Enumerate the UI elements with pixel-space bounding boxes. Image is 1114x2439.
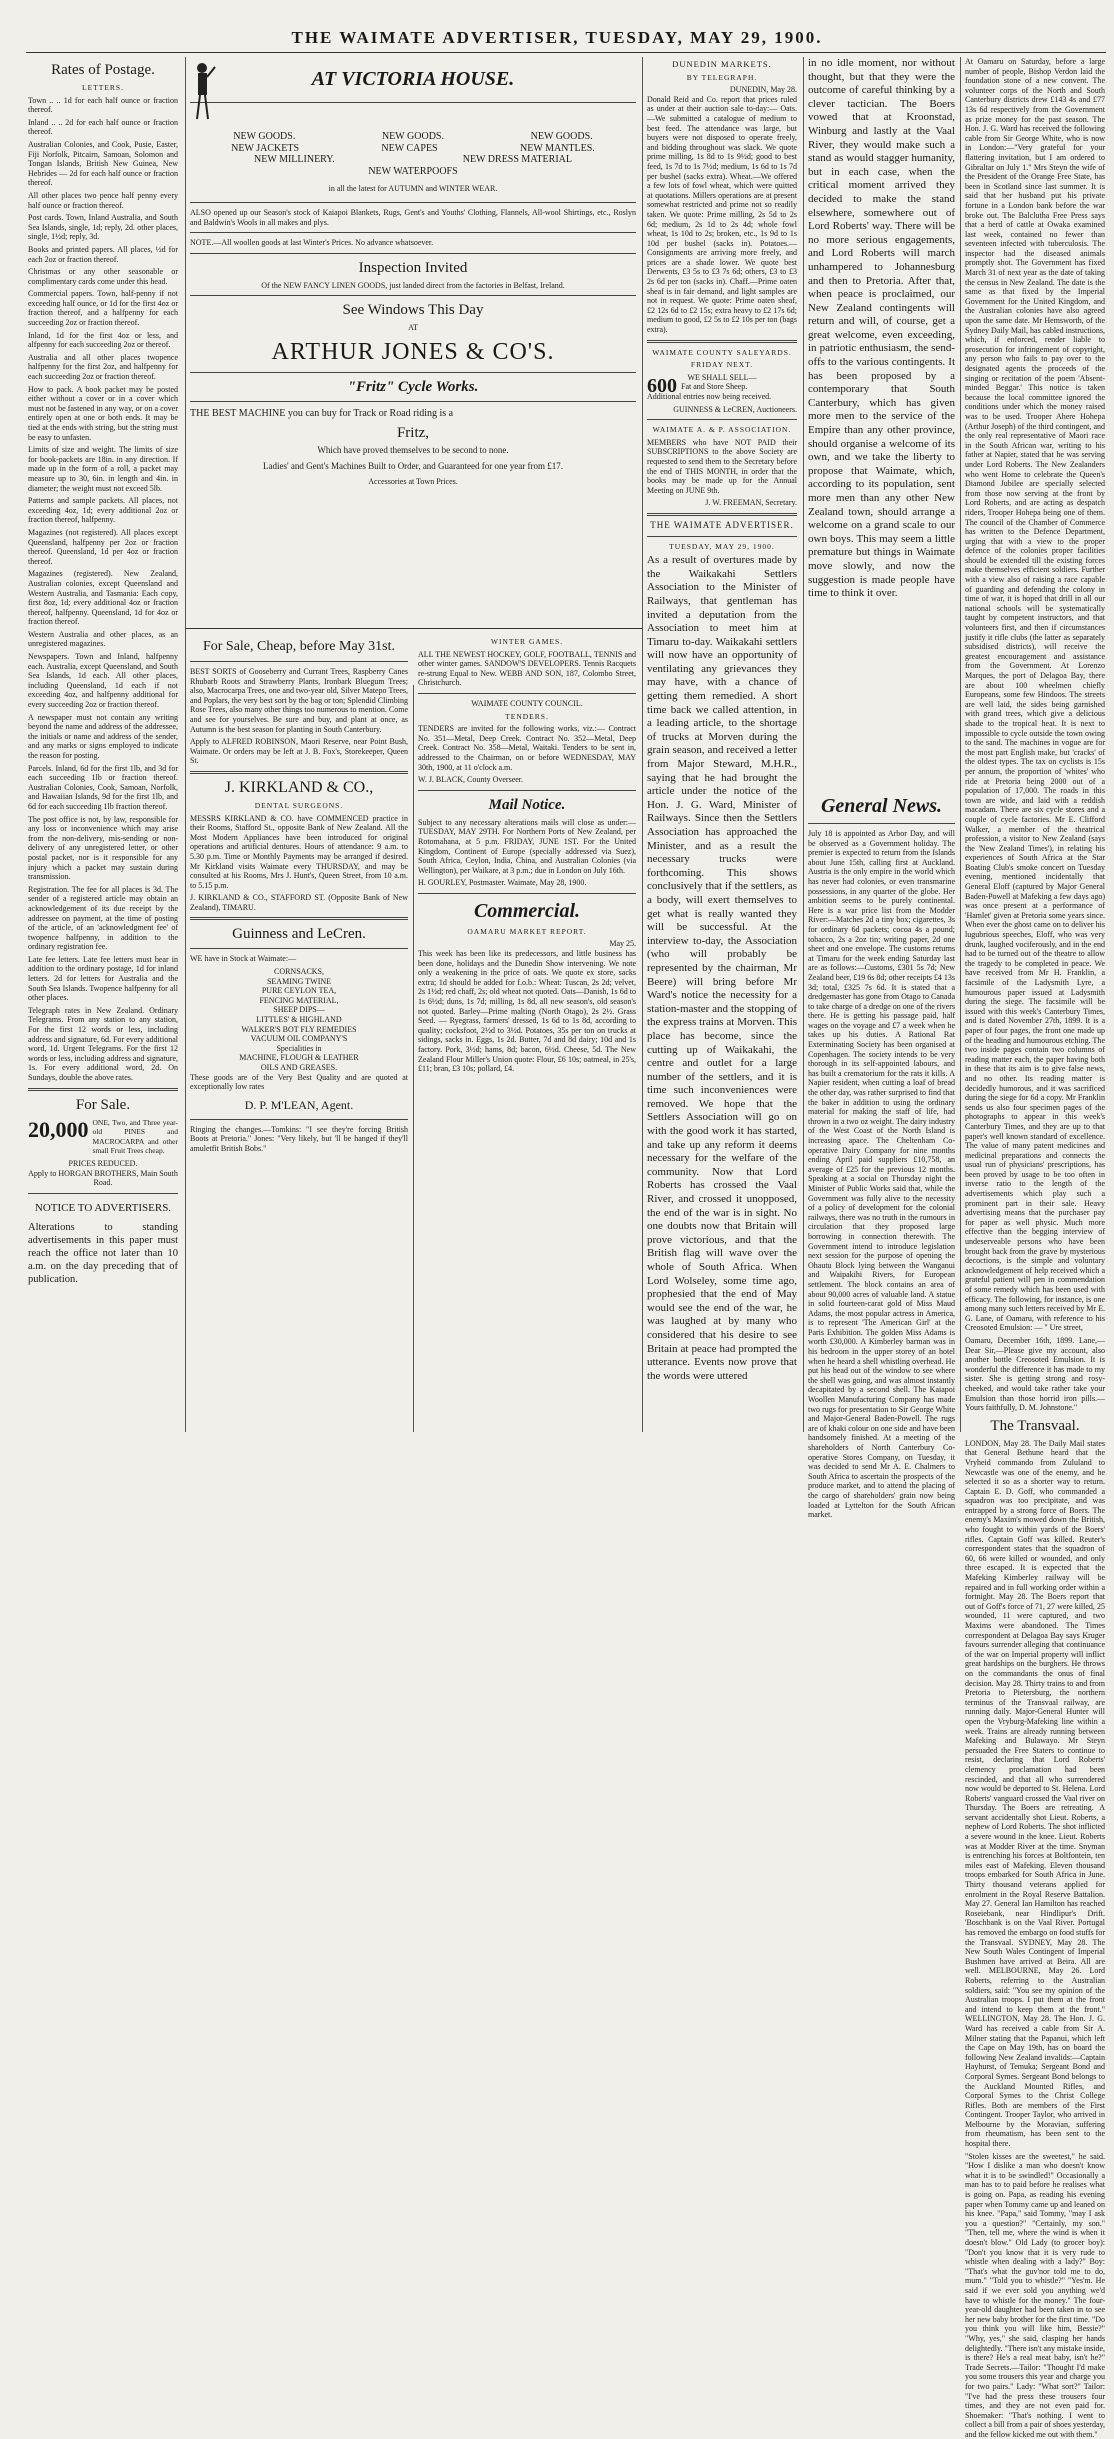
editorial-continued: in no idle moment, nor without thought, but that they were the outcome of careful thinking by a clever tactician. The Boers vowed that at Kroonstad, Winburg and lastly at the Vaal River, they would make such a stand as would stagger humanity, but in each case, when the critical moment arrived they decided to make the stand elsewhere, somewhere out of Lord Roberts' way. There will be no more serious engagements, and Lord Roberts will march unhampered to Johannesburg and then to Pretoria. After that, when peace is proclaimed, our New Zealand contingents will return and will, of course, get a great welcome, even exceeding, in patriotic enthusiasm, the send-offs to the various contingents. It has been proposed by a contemporary that South Canterbury, which has given more men to the service of the Empire than any other province, should organise a welcome of its own, and we take the liberty to propose that Waimate, which, according to its population, sent more men than any other New Zealand town, should arrange a welcome on a grand scale to our own boys. This may seem a little premature but things in Waimate move slowly, and now the suggestion is made people have time to think it over. [808,57,955,600]
divider [28,1193,178,1194]
mail-text: Subject to any necessary alterations mails will close as under:— TUESDAY, MAY 29TH. For Northern Ports of New Zealand, per Rotomahana, at 5 p.m. FRIDAY, JUNE 1ST. For the United Kingdom, Continent of Europe (specially addressed via Suez), South Africa, Ceylon, India, China, and Australian Colonies (via Wellington), per Waikare, at 3 p.m.; due in London on July 16th. [418,817,636,875]
postage-paragraph: How to pack. A book packet may be posted either without a cover or in a cover which must not be fastened in any way, or on a cover entirely open at one or both ends. It may be tied at the ends with string, but the string must be easy to unfasten. [28,384,178,442]
winter-title: WINTER GAMES. [490,637,564,646]
guinness-item: LITTLES' & HIGHLAND [256,1015,342,1025]
news-text: At Oamaru on Saturday, before a large number of people, Bishop Verdon laid the foundation stone of a new convent. The volunteer corps of the North and South Canterbury districts drew £143 4s and £77 13s 6d respectively from the Government as prize money for the past season. The Hon. J. G. Ward has received the following cable from Sir George White, who is now in London:—"Very grateful for your flattering invitation, but I am ordered to Gibraltar on July 1." Mrs Steyn the wife of the President of the Orange Free State, has been in Scotland since last summer. It is said that her husband put his private fortune in a London bank before the war broke out. The Balclutha Free Press says that a herd of cattle at Owaka examined last week, contained no fewer than seventeen infected with tuberculosis. The inspector had the diseased animals promptly shot. The Government has fixed March 31 of next year as the date of taking the census in New Zealand. The date is the same as that fixed by the Imperial Government for the United Kingdom, and the Australian colonies have also agreed upon the same date. Mr Hemsworth, of the Sydney Daily Mail, has cabled instructions, which, if enforced, render liable to prosecution for infringement of copyright, any person who fails to pay over to the designated agents the proceeds of the singing or recitation of the poem 'Absent-minded Beggar.' This notice is taken because the local committee ignored the conditions under which the money raised was to be used. Trooper Ahere Hohepa (Arthur Joseph) of the third contingent, and the only real representative of Maori race in the South African war, writing to his father at Napier, stated that he was serving under Lord Roberts. The New Zealanders who went Home to celebrate the Queen's Diamond Jubilee are specially selected from those now serving at the front by Lord Roberts, and are acting as despatch riders, Trooper Hohepa being one of them. The council of the Chamber of Commerce has written to the Defence Department, urging that with a view to the proper defence of the colonies proper facilities should be extended till the existing forces make themselves efficient soldiers. Further with a view also of raising a race capable of guarding and defending the colony in time of war, it is hoped that drill in all our national schools will be systematically taught by competent instructors, and that volunteers first, and then if circumstances justify it rifle clubs (the latter as separately subsidised districts), will receive the greatest encouragement and assistance from the Government. At Lorenzo Marques, the port of Delagoa Bay, there are about 100 wheelmen chiefly Europeans, some few Hindoos. The streets are well laid, the sides being garnished with grand trees, which give a delicious shade to the tropical heat. It is next to impossible to cycle outside the town owing to the sand. The machines in vogue are for the most part English make, but 'cracks' of the oldest types. The tax on cyclists is 15s per annum, the proportion of 'whites' who ride at Pretoria being 2000 out of a population of 17,000. The roads in this town are wide, and laid with a reddish macadam. There are six cycle stores and a couple of cycle factories. Mr E. Clifford Walker, a member of the theatrical profession, a visitor to New Zealand (says the 'New Zealand Times'), in relating his experiences of South Africa at the Star Boating Club's smoke concert on Tuesday evening, mentioned incidentally that General Eloff (captured by Major General Baden-Powell at Mafeking a few days ago) was once present at a performance of 'Hamlet' given at Pretoria some years since. When ever the ghost came on to deliver his lugubrious speeches, Eloff, who was very drunk, laughed vociferously, and in the end had to be turned out of the theatre to allow the tragedy to be completed in peace. We have received from Mr H. Franklin, a facsimile of the Ladysmith Lyre, a humourous paper issued at Ladysmith during the siege. The facsimile will be issued with this week's Canterbury Times, and is dated November 27th, 1899. It is a paper of four pages, the front one made up of the heading and humourous etching. The two inside pages contain two columns of reading matter each, the paper having both in these that its aim is to give false news, and no other. Its reading matter is decidedly humorous, and it was sacrificed during the siege for 6d a copy. Mr Franklin sends us also four specimen pages of the photographs to appear in this week's Canterbury Times, and they are up to that paper's well known standard of excellence. The value of many patent medicines and medicinal preparations and connects the usual run of physicians' prescriptions, has been proved by usage to be too often in inverse ratio to the length of the advertisements which play such a prominent part in their sale. Heavy advertising means that the purchaser pay for paper as well physic. Much more effective than the begging interview of undeserveable persons who have been brought back from the grave by mysterious decoctions, is the simple and voluntary acknowledgement of help received which a grateful patient will pen in commendation of some remedy which has been used with efficacy. The following, for instance, is one among many such letters received by Mr E. G. Lane, of Oamaru, with reference to his Creosoted Emulsion: — " Ure street, [965,57,1105,1333]
ad-line: NEW CAPES [381,142,438,154]
tenders-sig: W. J. BLACK, County Overseer. [418,775,524,785]
ad-line: NEW DRESS MATERIAL [462,154,572,166]
postage-paragraph: Books and printed papers. All places, ½d for each 2oz or fraction thereof. [28,244,178,264]
saleyards-sheep: Fat and Store Sheep. [681,382,748,392]
for-sale-title: For Sale. [75,1096,131,1113]
notice-text: Alterations to standing advertisements in this paper must reach the office not later than 10 a.m. on the day preceding that of publication. [28,1221,178,1285]
transvaal-text: LONDON, May 28. The Daily Mail states that General Bethune heard that the Vryheid commando from Zululand to Newcastle was one of the enemy, and he selected it so as a shorter way to return. Captain E. D. Goff, who commanded a squadron was too precipitate, and was entrapped by a strong force of Boers. The enemy's Maxim's mowed down the British, who fought to within yards of the Boers' rifles. Captain Goff was killed. Reuter's correspondent states that the squadron of 60, 66 were killed or wounded, and only three escaped. It is expected that the Mafeking Kimberley railway will be repaired and in full working order within a fortnight. May 28. The Boers report that out of Goff's force of 71, 27 were killed, 25 wounded, 11 were captured, and two Maxims were abandoned. The Times correspondent at Delagoa Bay says Kruger favours surrender alleging that continuance of the war on Imperial property will inflict great hardships on the burghers. He throws on the commandants the onus of final decision. May 28. Thirty trains to and from Pretoria to Pietersburg, the northern terminus of the Transvaal railway, are running daily. Major-General Hunter will open the Vryburg-Mafeking line within a week. Trains are already running between Mafeking and Bulawayo. Mr Steyn persuaded the Free Staters to continue to resist, declaring that Lord Roberts' clemency proclamation had been rescinded, and that all who surrendered now would be deported to St. Helena. Lord Roberts' vanguard crossed the Vaal river on Thursday. The Boers are retreating. A servant accidentally shot Lieut. Roberts, a nephew of Lord Roberts. The shot inflicted a severe wound in the knee. Lieut. Roberts was at Modder River at the time. Snyman is entrenching his forces at Boltfontein, ten miles east of Mafeking. Eleven thousand troops embarked for South Africa in June. Thirty thousand veterans applied for enrolment in the Royal Reserve Battalion. May 27. General Ian Hamilton has reached Roseiebank, near Hindlipur's Drift. 'Boschbank is on the Vaal River. Portugal has removed the embargo on food stuffs for the Transvaal. SYDNEY, May 28. The New South Wales Contingent of Imperial Bushmen have arrived at Beira. All are well. MELBOURNE, May 26. Lord Roberts, referring to the Australian soldiers, said: "You see my opinion of the Australian troops. I put them at the front and intend to keep them at the front." WELLINGTON, May 28. The Hon. J. G. Ward has received a cable from Sir A. Milner stating that the Papanui, which left the Cape on May 19th, has on board the following New Zealand invalids:—Captain Hayhurst, of Temuka; Sergeant Bond and Corporal Symes. Sergeant Bond belongs to the Auckland Mounted Rifles, and Corporal Symes to the Christ College Rifles. Both are members of the First Contingent. Trooper Taylor, who arrived in Melbourne by the Moravian, suffering from rheumatism, has been sent to the hospital there. [965,1438,1105,2149]
divider [418,693,636,694]
saleyards-day: FRIDAY NEXT. [690,360,754,370]
dunedin-date: DUNEDIN, May 28. [729,85,797,95]
dunedin-column [647,57,797,1432]
postage-paragraph: Inland .. .. 2d for each half ounce or fraction thereof. [28,117,178,137]
divider [190,372,636,373]
divider [418,790,636,791]
transvaal-title: The Transvaal. [990,1417,1080,1434]
guinness-item: Specialities in [276,1043,322,1053]
kirkland-sub: DENTAL SURGEONS. [254,800,344,810]
divider [190,232,636,233]
kirkland-address: J. KIRKLAND & CO., STAFFORD ST. (Opposite Bank of New Zealand), TIMARU. [190,893,408,912]
commercial-text: This week has been like its predecessors, and little business has been done, holidays and the Dunedin Show intervening. We note only a weakening in the price of oats. We quote ex store, sacks extra; 1d should be added for f.o.b.: Wheat: Tuscan, 2s 2d; velvet, 2s 1½d; red chaff, 2s; old wheat not quoted. Oats—Danish, 1s 6d to 1s 6½d; duns, 1s 7d; milling, 1s 8d, all new season's, old season's not quoted. Barley—Prime malting (North Otago), 2s 2½. Grass Seed. — Ryegrass, farmers' dressed, 1s 6d to 1s 8d, according to quality; cocksfoot, 2½d to 3½d. Potatoes, 35s per ton on trucks at sidings, sacks in. Eggs, 1s 2d. Butter, 7d and 8d dairy; 10d and 1s factory. Pork, 3½d; hams, 8d; bacon, 6½d. Cheese, 5d. The New Zealand Flour Miller's Union quote: Flour, £6 10s; oatmeal, in 25's, £11; bran, £3 10s; pollard, £4. [418,949,636,1074]
commercial-date: May 25. [609,939,636,949]
guinness-item: OILS AND GREASES. [260,1063,338,1072]
assoc-title: WAIMATE A. & P. ASSOCIATION. [652,425,792,435]
at-line: AT [408,323,418,333]
assoc-sig: J. W. FREEMAN, Secretary. [705,498,797,508]
sale-cheap-apply: Apply to ALFRED ROBINSON, Maori Reserve, near Point Bush, Waimate. Or orders may be left at J. B. Fox's, Storekeeper, Queen St. [190,737,408,766]
dunedin-title: DUNEDIN MARKETS. [672,59,772,69]
divider [190,917,408,920]
ad-line: NEW GOODS. [530,131,593,142]
bottom-joke: Ringing the changes.—Tomkins: "I see they're forcing British Boots at Pretoria." Jones: "Very likely, but 'll be hanged if they'll amuletfit British Bobs." [190,1124,408,1153]
guinness-note: These goods are of the Very Best Quality and are quoted at exceptionally low rates [190,1072,408,1092]
divider [190,401,636,402]
fritz-accessories: Accessories at Town Prices. [368,477,458,487]
tenders-heading: TENDERS. [505,711,549,721]
divider [190,1119,408,1120]
new-goods-row [190,132,636,142]
for-sale-number: 20,000 [28,1116,89,1142]
postage-paragraph: Town .. .. 1d for each half ounce or fraction thereof. [28,95,178,115]
postage-paragraph: Limits of size and weight. The limits of size for book-packets are 18in. in any direction. If made up in the form of a roll, a packet may measure up to 30, 6in. in length and 4in. in diameter; the weight must not exceed 5lb. [28,445,178,493]
postage-paragraph: Magazines (not registered). All places except Queensland, halfpenny per 2oz or fraction thereof. Queensland, 1d per 4oz or fraction thereof. [28,527,178,566]
guinness-item: WALKER'S BOT FLY REMEDIES [241,1024,357,1034]
column-rule [642,57,643,1432]
fritz-title: "Fritz" Cycle Works. [347,378,479,395]
column-rule [803,57,804,1432]
general-news-column [808,790,955,1520]
guinness-agent: D. P. M'LEAN, Agent. [244,1097,354,1112]
guinness-item: PURE CEYLON TEA, [261,986,337,996]
masthead: THE WAIMATE ADVERTISER, TUESDAY, MAY 29, 1900. [291,28,823,47]
divider [808,823,955,824]
victoria-header [190,61,636,97]
victoria-title: AT VICTORIA HOUSE. [311,68,515,90]
council-title: WAIMATE COUNTY COUNCIL. [471,698,583,708]
postage-paragraph: Late fee letters. Late fee letters must bear in addition to the ordinary postage, 1d for inland letters. 2d for letters for Australia and the South Sea Islands. Twopence halfpenny for all other places. [28,954,178,1003]
postage-paragraph: All other places two pence half penny every half ounce or fraction thereof. [28,190,178,210]
transvaal-letter: Oamaru, December 16th, 1899. Lane,—Dear Sir,—Please give my account, also another bottle Creosoted Emulsion. It is wonderful the difference it has made to my sister. She is getting strong and rosy-cheeked, and would take rather take your Emulsion than those horrid iron pills.—Yours faithfully, D. M. Johnstone." [965,1335,1105,1413]
commercial-title: Commercial. [473,899,581,922]
also-text: ALSO opened up our Season's stock of Kaiapoi Blankets, Rugs, Gent's and Youths' Clothing, Flannels, All-wool Shirtings, etc., Roslyn and Baldwin's Wools in all makes and plys. [190,207,636,227]
guinness-title: Guinness and LeCren. [232,926,366,943]
ad-bottom-rule [186,628,642,629]
postage-paragraph: Australia and all other places twopence halfpenny for the first 2oz, and halfpenny for each succeeding 2oz or fraction thereof. [28,352,178,382]
guinness-item: CORNSACKS, [273,967,324,977]
saleyards-title: WAIMATE COUNTY SALEYARDS. [652,347,792,357]
divider [190,253,636,254]
dunedin-text: Donald Reid and Co. report that prices ruled as under at their auction sale to-day:— Oats.—We submitted a catalogue of medium to best feed. The attendance was large, but buyers were not disposed to operate freely, and bidding throughout was slack. We quote prime milling, 1s 8d to 1s 9½d; good to best feed, 1s 7d to 1s 7½d; medium, 1s 6d to 1s 7d per bushel (sacks extra). Wheat.—We offered a few lots of fowl wheat, which were quitted at quotations. Millers operations are at present somewhat restricted and prime not so readily taken. We quote: Prime milling, 2s 5d to 2s 6d; medium, 2s 1d to 2s 4d; whole fowl wheat, 1s 10d to 2s; broken, etc., 1s 9d to 1s 10d per bushel (sacks in). Potatoes.—Consignments are arriving more freely, and prices are a shade lower. We quote best Derwents, £3 5s to £3 7s 6d; others, £3 to £3 2s 6d per ton (sacks in). Chaff.—Prime oaten sheaf is in fair demand, and light samples are not in request. We quote: Prime oaten sheaf, £2 12s 6d to £2 15s; extra heavy to £2 17s 6d; medium to good, £2 5s to £2 10s per ton (bags extra). [647,94,797,335]
ad-line: NEW MANTLES. [519,142,595,154]
arthur-jones: ARTHUR JONES & CO'S. [271,338,555,365]
sale-cheap-title: For Sale, Cheap, before May 31st. [202,639,396,654]
paper-date: TUESDAY, MAY 29, 1900. [669,541,775,551]
prices-reduced: PRICES REDUCED. [68,1158,138,1168]
commercial-sub: OAMARU MARKET REPORT. [467,926,587,936]
postage-paragraph: Telegraph rates in New Zealand. Ordinary Telegrams. From any station to any station, For the first 12 words or less, including address and signature, 6d. For every additional word, 1d. Urgent Telegrams. For the first 12 words or less, including address and signature, 1s. For every additional word, 2d. On Sundays, double the above rates. [28,1005,178,1082]
column-rule [960,57,961,1432]
mail-title: Mail Notice. [488,796,566,813]
divider [418,893,636,894]
for-sale-block [28,1118,178,1159]
guinness-item: VACUUM OIL COMPANY'S [250,1034,348,1044]
guinness-item: SEAMING TWINE [266,976,332,986]
postage-paragraph: Post cards. Town, Inland Australia, and South Sea Islands, single, 1d; reply, 2d. other places, single, 1½d; reply, 3d. [28,213,178,242]
postage-column [28,57,178,1432]
divider [28,1088,178,1091]
postage-paragraph: Western Australia and other places, as an unregistered magazines. [28,629,178,649]
general-news-title: General News. [820,795,943,817]
kirkland-text: MESSRS KIRKLAND & CO. have COMMENCED practice in their Rooms, Stafford St., opposite Bank of New Zealand. All the Most Modern Appliances have been introduced for original operations and artificial dentures. Hours of attendance: 9 a.m. to 5.30 p.m. Time or Monthly Payments may be arranged if desired. Mr Kirkland visits Waimate every THURSDAY, and may be consulted at his Rooms, Mrs J. Hunt's, Queen Street, from 10 a.m. to 5.15 p.m. [190,813,408,890]
victoria-house-ad [190,57,636,682]
figure-icon [190,61,216,121]
guinness-text: WE have in Stock at Waimate:— [190,954,297,964]
jackets-row [190,144,636,154]
postage-paragraph: Australian Colonies, and Cook, Pusie, Easter, Fiji Norfolk, Pitcairn, Samoan, Solomon and Tongan Islands, British New Guinea, New Hebrides — 2d for each half ounce or fraction thereof. [28,139,178,188]
ads-column-left [190,634,408,1432]
divider [190,771,408,774]
for-sale-text: ONE, Two, and Three year-old PINES and MACROCARPA and other small Fruit Trees cheap. [92,1117,178,1156]
divider [647,536,797,537]
divider [190,661,408,662]
fritz-name: Fritz, [396,424,430,441]
see-windows: See Windows This Day [342,302,484,319]
postage-paragraph: A newspaper must not contain any writing beyond the name and address of the addressee, the initials or name and address of the sender, and any marks or signs employed to indicate the reason for posting. [28,712,178,760]
paper-title: THE WAIMATE ADVERTISER. [650,519,794,530]
millinery-row [190,155,636,165]
saleyards-sig: GUINNESS & LeCREN, Auctioneers. [673,404,797,414]
fritz-ladies: Ladies' and Gent's Machines Built to Order, and Guaranteed for one year from £17. [262,460,564,471]
dunedin-sub: BY TELEGRAPH. [686,72,758,82]
divider [647,340,797,343]
divider [190,948,408,949]
postage-paragraph: Patterns and sample packets. All places, not exceeding 4oz, 1d; every additional 2oz or fraction thereof, halfpenny. [28,496,178,525]
postage-paragraph: Magazines (registered). New Zealand, Australian colonies, except Queensland and Western Australia, and Tasmania: Each copy, first 8oz, 1d; every additional 4oz or fraction thereof, halfpenny. Queensland, 1d for 4oz or fraction thereof. [28,569,178,627]
notice-title: NOTICE TO ADVERTISERS. [34,1201,172,1214]
fritz-second: Which have proved themselves to be second to none. [317,444,509,455]
postage-paragraph: Inland, 1d for the first 4oz or less, and alfpenny for each succeeding 2oz or thereof. [28,330,178,350]
postage-paragraphs [28,96,178,1083]
postage-paragraph: Parcels. Inland, 6d for the first 1lb, and 3d for each succeeding 1lb or fraction thereof. Australian Colonies, Cook, Samoan, Norfolk, and Hawaiian Islands, 9d for the first 1lb, and 6d for each succeeding 1lb fraction thereof. [28,763,178,811]
divider [647,419,797,420]
postage-title: Rates of Postage. [51,62,155,78]
mail-sig: H. GOURLEY, Postmaster. Waimate, May 28, 1900. [418,878,587,888]
postage-paragraph: Christmas or any other seasonable or complimentary cards come under this head. [28,267,178,286]
guinness-item: FENCING MATERIAL, [259,995,339,1005]
guinness-items [190,967,408,1073]
divider [190,202,636,203]
sale-apply: Apply to HORGAN BROTHERS, Main South Road. [28,1168,178,1188]
latest-line: in all the latest for AUTUMN and WINTER WEAR. [328,184,498,194]
inspection-title: Inspection Invited [358,259,468,276]
fritz-text: THE BEST MACHINE you can buy for Track or Road riding is a [190,407,454,419]
guinness-item: MACHINE, FLOUGH & LEATHER [239,1053,359,1063]
column-rule [185,57,186,1432]
masthead-rule [26,52,1106,53]
postage-paragraph: Registration. The fee for all places is 3d. The sender of a registered article may obtain an acknowledgement of its due receipt by the addressee on payment, at the time of posting of the article, of an 'acknowledgment fee' of twopence halfpenny, in addition to the ordinary registration fee. [28,884,178,952]
news-column [965,57,1105,2439]
ad-line: NEW MILLINERY. [253,154,335,166]
editorial-text: As a result of overtures made by the Waikakahi Settlers Association to the Minister of Railways, that gentleman has invited a deputation from the Association to meet him at Timaru to-day. Waikakahi settlers will now have an opportunity of ventilating any grievances they may have, with a chance of getting them remedied. A short time back we called attention, in a leading article, to the shortage of trucks at Morven during the grain season, and received a letter from Major Steward, M.H.R., saying that he had brought the article under the notice of the Hon. J. G. Ward, Minister of Railways. Since then the Settlers Association has approached the Minister, and as a result the necessary trucks were forthcoming. This shows conclusively that if the settlers, as a body, will exert themselves to get what is really wanted they will be successful. At the interview to-day, the Association (who will probably be represented by the chairman, Mr Beere) will bring before Mr Ward's notice the necessity for a station-master and the stopping of the express trains at Morven. This place has become, since the cutting up of Waikakahi, the centre and outlet for a large number of the settlers, and it is time such inconveniences were removed. We hope that the Settlers Association will go on with the good work it has started, and take up any reform it deems necessary for the welfare of the community. Now that Lord Roberts has crossed the Vaal River, and crossed it unopposed, the end of the war is in sight. No one doubts now that Britain will prove victorious, and that the British flag will wave over the whole of South Africa. When Lord Wolseley, some time ago, prophesied that the end of May would see the end of the war, he was laughed at by many who considered that his desire to see Britain at peace had prompted the utterance. Events now prove that the words were uttered [647,554,797,1382]
winter-text: ALL THE NEWEST HOCKEY, GOLF, FOOTBALL, TENNIS and other winter games. SANDOW'S DEVELOPERS. Tennis Racquets re-strung Equal to New. WEBB AND SON, 187, Colombo Street, Christchurch. [418,649,636,688]
divider [190,102,636,103]
ad-line: NEW GOODS. [233,131,296,142]
transvaal-block [965,1336,1105,2439]
postage-paragraph: The post office is not, by law, responsible for any loss or inconvenience which may arise from the non-delivery, mis-sending or non-delivery of any unregistered letter, or other postal packet, nor is it responsible for any injury which a packet may sustain during transmission. [28,814,178,882]
general-news-text: July 18 is appointed as Arbor Day, and will be observed as a Government holiday. The premier is expected to return from the Islands about June 15th, calling first at Auckland. Austria is the only empire in the world which has never had colonies, or even transmarine possessions, in any quarter of the globe. Her ambition seems to be purely continental. Here is a war price list from the Modder River:—Matches 2d a tiny box; cigarettes, 3s for ordinary 6d packets; cocoa 4s a pound; tobacco, 2s a 2oz tin; writing paper, 2d one sheet and one envelope. The customs returns at Timaru for the week ending Saturday last are as follows:—Customs, £301 5s 7d; New Zealand beer, £19 6s 8d; other receipts £4 13s 3d; total, £325 7s 6d. It is stated that a dredgemaster has gone from Otago to Canada to take charge of a dredge on one of the rivers there. He is getting his passage paid, half wages on the voyage and £7 a week when he takes up his duties. A Rational Rat Exterminating Society has been organised at Copenhagen. The society intends to be very thorough in its self-appointed labours, and has built a crematorium for the rats it kills. A Napier resident, when cutting a loaf of bread the other day, was rather surprised to find that the baker in addition to using the ordinary material for making the staff of life, had thrown in a two oz weight. The dairy industry of the West Coast of the North Island is increasing apace. The Cheltenham Co-operative Dairy Company for nine months ending April paid suppliers £10,758, an average of £25 for the previous 12 months. Speaking at a social on Thursday night the Minister of Public Works said that, while the Government was fully alive to the necessity of a policy of development for the colonial railways, there was no truth in the rumours in circulation that they proposed large borrowing in connection therewith. The Government intend to introduce legislation next session for the purpose of opening the Ohautu Block lying between the Wanganui and Waipakihi Rivers, for European settlement. The block contains an area of about 90,000 acres of valuable land. A statue in solid fourteen-carat gold of Miss Maud Adams, the most popular actress in America, is to represent 'The American Girl' at the Paris Exhibition. The golden Miss Adams is worth £30,000. A Kimberley barman was in his bedroom in the upper storey of an hotel when he heard a shell whistling overhead. He put his head out of the window to see where the shell was going, and was almost instantly decapitated by a second shell. The Kaiapoi Woollen Manufacturing Company has made two rugs for presentation to Sir George White and Major-General Baden-Powell. The rugs are of khaki colour on one side and have been handsomely finished. At a meeting of the shareholders of North Canterbury Co-operative Stores Company, on Tuesday, it was decided to send Mr A. E. Chalmers to South Africa to ascertain the prospects of the produce market, and to attend the placing of the cargo of shareholders' grain now being loaded at Lyttelton for the South African market. [808,829,955,1520]
divider [190,295,636,296]
postage-paragraph: Commercial papers. Town, half-penny if not exceeding half ounce, or 1d for the first 4oz or fraction thereof, and a halfpenny for each succeeding 2oz or fraction thereof. [28,289,178,328]
saleyards-number: 600 [647,375,677,398]
ad-line: NEW JACKETS [231,142,300,154]
note-text: NOTE.—All woollen goods at last Winter's Prices. No advance whatsoever. [190,238,434,248]
waterproofs-line: NEW WATERPOOFS [368,165,458,177]
postage-paragraph: Newspapers. Town and Inland, halfpenny each. Australia, except Queensland, and South Sea Islands, 1d each. All other places, including Queensland, 1d each if not exceeding 4oz, and halfpenny additional for every succeeding 2oz or fraction thereof. [28,652,178,710]
column-rule [413,685,414,1432]
linen-text: Of the NEW FANCY LINEN GOODS, just landed direct from the factories in Belfast, Ireland. [261,280,565,290]
tenders-text: TENDERS are invited for the following works, viz.:— Contract No. 351—Metal, Deep Creek. Contract No. 352—Metal, Deep Creek. Contract No. 358—Metal, Waitaki. Tenders to be sent in, addressed to the Chairman, on or before WEDNESDAY, MAY 30th, 1900, at 11 o'clock a.m. [418,724,636,772]
assoc-text: MEMBERS who have NOT PAID their SUBSCRIPTIONS to the above Society are requested to send them to the Secretary before the end of THIS MONTH, in order that the books may be made up for the Annual Meeting on JUNE 9th. [647,437,797,495]
saleyards-shall: WE SHALL SELL— [687,372,757,382]
ad-line: NEW GOODS. [381,131,444,142]
ads-column-right [418,634,636,1432]
kirkland-title: J. KIRKLAND & CO., [224,778,374,796]
sale-cheap-text: BEST SORTS of Gooseberry and Currant Trees, Raspberry Canes Rhubarb Roots and Strawberry Plants, Ironbark Bluegum Trees; also, Macrocarpa Trees, one and two-year old, Silver Matepo Trees, and Poplars, the very best sort by the bag or ton; Splendid Climbing Rose Trees, also many other things too numerous to mention. Come and see for yourselves. Be sure and buy, and plant at once, as Autumn is the best season for planting in South Canterbury. [190,667,408,734]
editorial-block [647,554,797,1383]
divider [647,513,797,516]
letters-heading: LETTERS. [82,83,124,92]
saleyards-add: Additional entries now being received. [647,392,772,401]
jokes-text: "Stolen kisses are the sweetest," he said. "How I dislike a man who doesn't know what it is to be swindled!" Occasionally a man has to to paid before he realises what is going on. Papa, as reading his evening paper when Tommy came up and leaned on his knee. "Papa," said Tommy, "may I ask you a question?" "Certainly, my son." "Then, tell me, where the wind is when it doesn't blow." Old Lady (to grocer boy): "Don't you know that it is very rude to whistle when dealing with a lady?" Boy: "That's what the guv'nor told me to do, mum." "Told you to whistle?" "Yes'm. He said if we ever sold you anything we'd have to whistle for the money." The four-year-old daughter had been taken in to see her new baby brother for the first time. "Do you think you will like him, Bessie?" "Why, yes," she said, clasping her hands delightedly. "There isn't any mistake inside, is there? He's a real meat baby, isn't he?" Trade Secrets.—Tailor: "Thought I'd make you some trousers this year and charge you for two pairs." Lady: "What sort?" Tailor: "I've had the press these trousers four times, and they are not even paid for. Shoemaker: "That's nothing. I went to collect a bill from a pair of shoes yesterday, and the fellow kicked me out with them." [965,2151,1105,2439]
guinness-item: SHEEP DIPS— [273,1005,325,1015]
